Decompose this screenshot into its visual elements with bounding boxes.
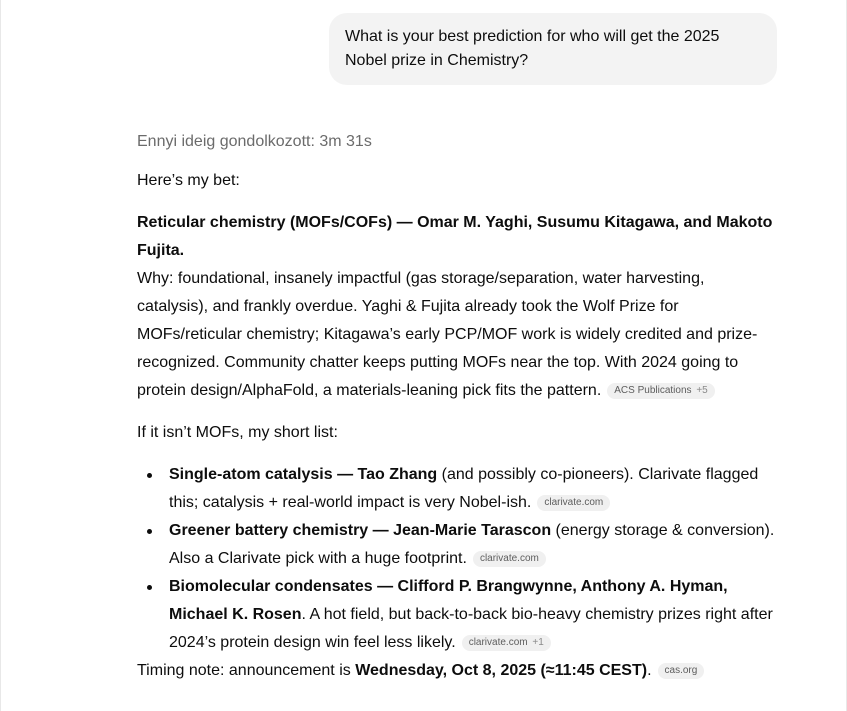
timing-note [137,657,777,685]
main-pick-paragraph [137,265,777,405]
main-pick-title [137,209,777,265]
intro-paragraph: Here’s my bet: [137,172,240,189]
user-message-text: What is your best prediction for who will get the 2025 Nobel prize in Chemistry? [345,28,720,69]
short-list-intro: If it isn’t MOFs, my short list: [137,424,338,441]
source-chip-count: +1 [532,637,544,648]
list-item-title: Greener battery chemistry — Jean-Marie Tarascon [169,522,552,539]
timing-date: Wednesday, Oct 8, 2025 (≈11:45 CEST) [355,662,648,679]
timing-prefix: Timing note: announcement is [137,662,356,679]
source-chip-label: ACS Publications [614,385,692,396]
bullet-icon [147,529,152,534]
list-item-text: (energy storage & conversion). Also a Clarivate pick with a huge footprint. [169,522,775,567]
short-list [137,461,777,657]
assistant-response [137,128,777,685]
source-chip-label: cas.org [664,665,698,676]
list-item [137,461,777,517]
list-item-text: (and possibly co-pioneers). Clarivate flagged this; catalysis + real-world impact is very Nobel-ish. [169,466,759,511]
timing-suffix: . [647,662,652,679]
list-item-title: Biomolecular condensates — Clifford P. Brangwynne, Anthony A. Hyman, Michael K. Rosen [169,578,728,623]
source-chip-label: clarivate.com [468,637,528,648]
source-chip-clarivate[interactable] [537,495,610,511]
main-pick-why: Why: foundational, insanely impactful (gas storage/separation, water harvesting, catalysis), and frankly overdue. Yaghi & Fujita already took the Wolf Prize for MOFs/reticular chemistry; Kitagawa’s early PCP/MOF work is widely credited and prize-recognized. Community chatter keeps putting MOFs near the top. With 2024 going to protein design/AlphaFold, a materials-leaning pick fits the pattern. [137,270,758,399]
user-message-bubble [329,13,777,85]
source-chip-label: clarivate.com [479,553,539,564]
source-chip-clarivate[interactable] [462,635,551,651]
source-chip-clarivate[interactable] [473,551,546,567]
list-item-title: Single-atom catalysis — Tao Zhang [169,466,438,483]
list-item [137,517,777,573]
source-chip-count: +5 [696,385,708,396]
frame-border-left [0,0,1,711]
main-pick-title-text: Reticular chemistry (MOFs/COFs) — Omar M. Yaghi, Susumu Kitagawa, and Makoto Fujita. [137,214,773,259]
source-chip-acs[interactable] [607,383,714,399]
list-item [137,573,777,657]
source-chip-cas[interactable] [658,663,705,679]
list-item-text: . A hot field, but back-to-back bio-heavy chemistry prizes right after 2024’s protein design win feel less likely. [169,606,773,651]
bullet-icon [147,473,152,478]
thinking-duration-label[interactable]: Ennyi ideig gondolkozott: 3m 31s [137,133,372,150]
bullet-icon [147,585,152,590]
source-chip-label: clarivate.com [544,497,604,508]
